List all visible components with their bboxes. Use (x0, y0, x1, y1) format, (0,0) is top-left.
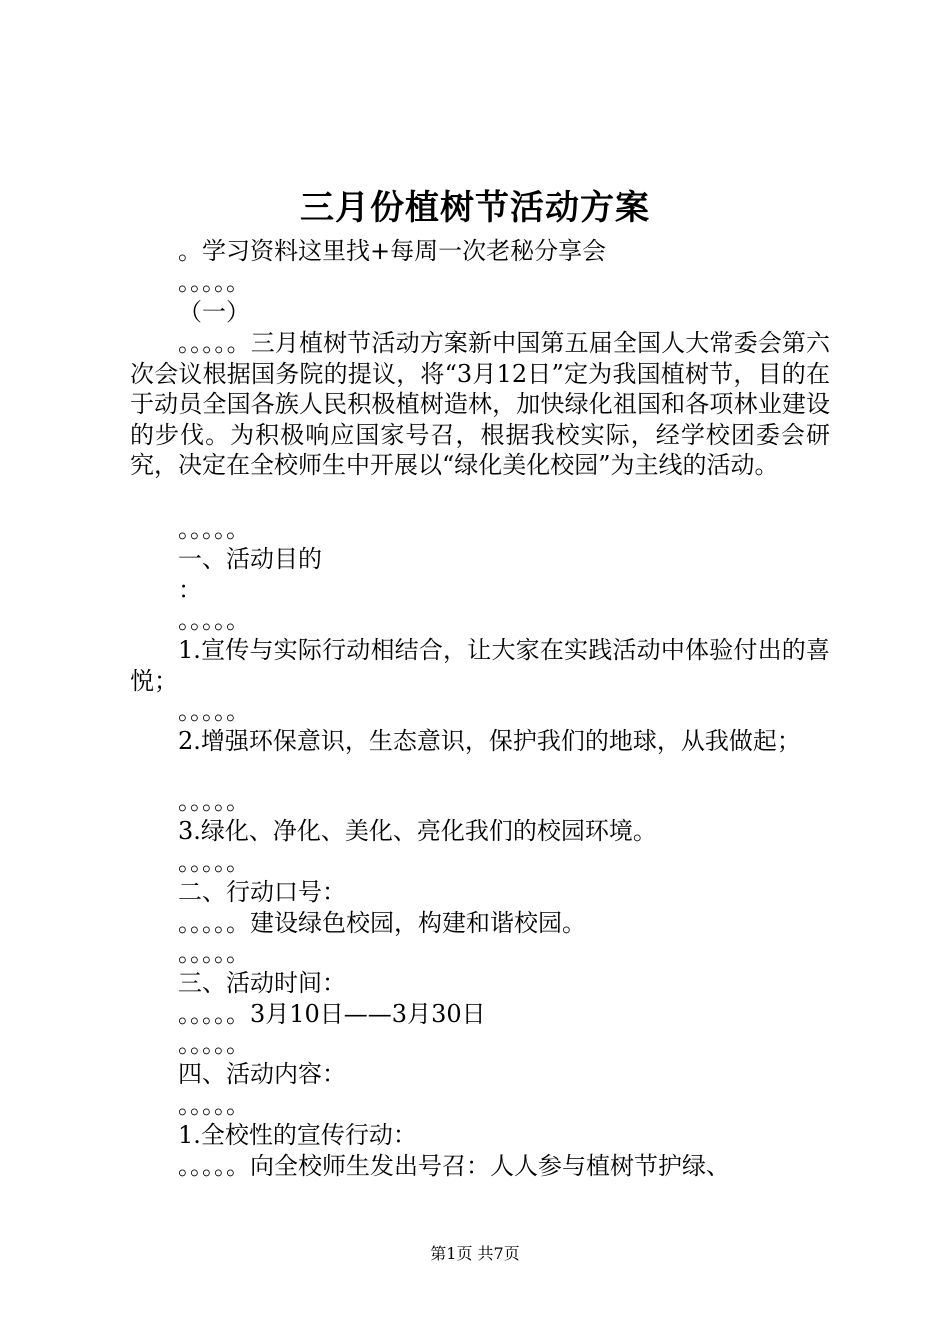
dots-line: 。。。。。 (178, 1030, 250, 1058)
page-number: 第1页 共7页 (430, 1244, 520, 1263)
dots-line: 。。。。。 (178, 515, 250, 543)
purpose-item-1: 1.宣传与实际行动相结合，让大家在实践活动中体验付出的喜悦； (130, 636, 830, 695)
heading-slogan: 二、行动口号： (178, 878, 346, 906)
content-text: 。。。。。向全校师生发出号召：人人参与植树节护绿、 (178, 1152, 730, 1180)
intro-line: 。学习资料这里找+每周一次老秘分享会 (178, 237, 607, 265)
dots-line: 。。。。。 (178, 1091, 250, 1119)
intro-paragraph: 。。。。。三月植树节活动方案新中国第五届全国人大常委会第六次会议根据国务院的提议，将“3月12日”定为我国植树节，目的在于动员全国各族人民积极植树造林，加快绿化祖国和各项林业建设的步伐。为积极响应国家号召，根据我校实际，经学校团委会研究，决定在全校师生中开展以“绿化美化校园”为主线的活动。 (130, 329, 830, 480)
colon-line: ： (178, 576, 202, 604)
heading-time: 三、活动时间： (178, 969, 346, 997)
content-item-1: 1.全校性的宣传行动： (178, 1121, 417, 1149)
dots-line: 。。。。。 (178, 606, 250, 634)
page-title: 三月份植树节活动方案 (300, 188, 650, 228)
dots-line: 。。。。。 (178, 787, 250, 815)
time-text: 。。。。。3月10日——3月30日 (178, 1000, 486, 1028)
purpose-item-3: 3.绿化、净化、美化、亮化我们的校园环境。 (178, 817, 657, 845)
dots-line: 。。。。。 (178, 939, 250, 967)
document-body (130, 236, 830, 1181)
purpose-item-2: 2.增强环保意识，生态意识，保护我们的地球，从我做起； (178, 727, 801, 755)
heading-content: 四、活动内容： (178, 1060, 346, 1088)
heading-purpose: 一、活动目的 (178, 545, 322, 573)
section-marker: （一） (178, 298, 250, 326)
dots-line: 。。。。。 (178, 268, 250, 296)
dots-line: 。。。。。 (178, 848, 250, 876)
slogan-text: 。。。。。建设绿色校园，构建和谐校园。 (178, 909, 586, 937)
dots-line: 。。。。。 (178, 697, 250, 725)
